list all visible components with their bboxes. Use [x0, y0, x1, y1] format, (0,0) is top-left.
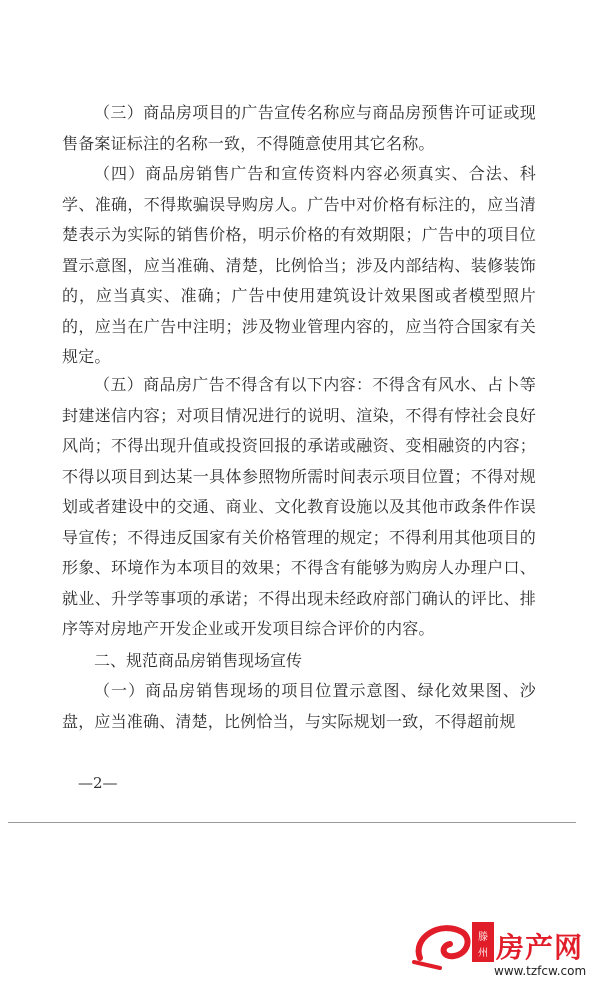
paragraph-4: （四）商品房销售广告和宣传资料内容必须真实、合法、科学、准确，不得欺骗误导购房人。广告中对价格有标注的，应当清楚表示为实际的销售价格，明示价格的有效期限；广告中的项目位置示意图，应当准确、清楚，比例恰当；涉及内部结构、装修装饰的，应当真实、准确；广告中使用建筑设计效果图或者模型照片的，应当在广告中注明；涉及物业管理内容的，应当符合国家有关规定。 [62, 164, 536, 366]
watermark-logo-char-2: 州 [478, 948, 488, 959]
watermark-url: www.tzfcw.com [494, 964, 587, 978]
watermark-logo-char-1: 滕 [478, 932, 488, 943]
paragraph-5: （五）商品房广告不得含有以下内容：不得含有风水、占卜等封建迷信内容；对项目情况进行的说明、渲染，不得有悖社会良好风尚；不得出现升值或投资回报的承诺或融资、变相融资的内容；不得以项目到达某一具体参照物所需时间表示项目位置；不得对规划或者建设中的交通、商业、文化教育设施以及其他市政条件作误导宣传；不得违反国家有关价格管理的规定；不得利用其他项目的形象、环境作为本项目的效果；不得含有能够为购房人办理户口、就业、升学等事项的承诺；不得出现未经政府部门确认的评比、排序等对房地产开发企业或开发项目综合评价的内容。 [62, 375, 536, 638]
section-heading: 二、规范商品房销售现场宣传 [94, 651, 303, 670]
paragraph-3: （三）商品房项目的广告宣传名称应与商品房预售许可证或现售备案证标注的名称一致，不得随意使用其它名称。 [62, 103, 536, 153]
site-watermark [410, 918, 590, 984]
page-number: —2— [78, 774, 118, 792]
watermark-name: 房产网 [496, 931, 584, 964]
watermark-logo-icon [410, 918, 496, 970]
paragraph-section2-1: （一）商品房销售现场的项目位置示意图、绿化效果图、沙盘，应当准确、清楚，比例恰当，与实际规划一致，不得超前规 [62, 681, 536, 731]
page-divider [8, 822, 576, 823]
